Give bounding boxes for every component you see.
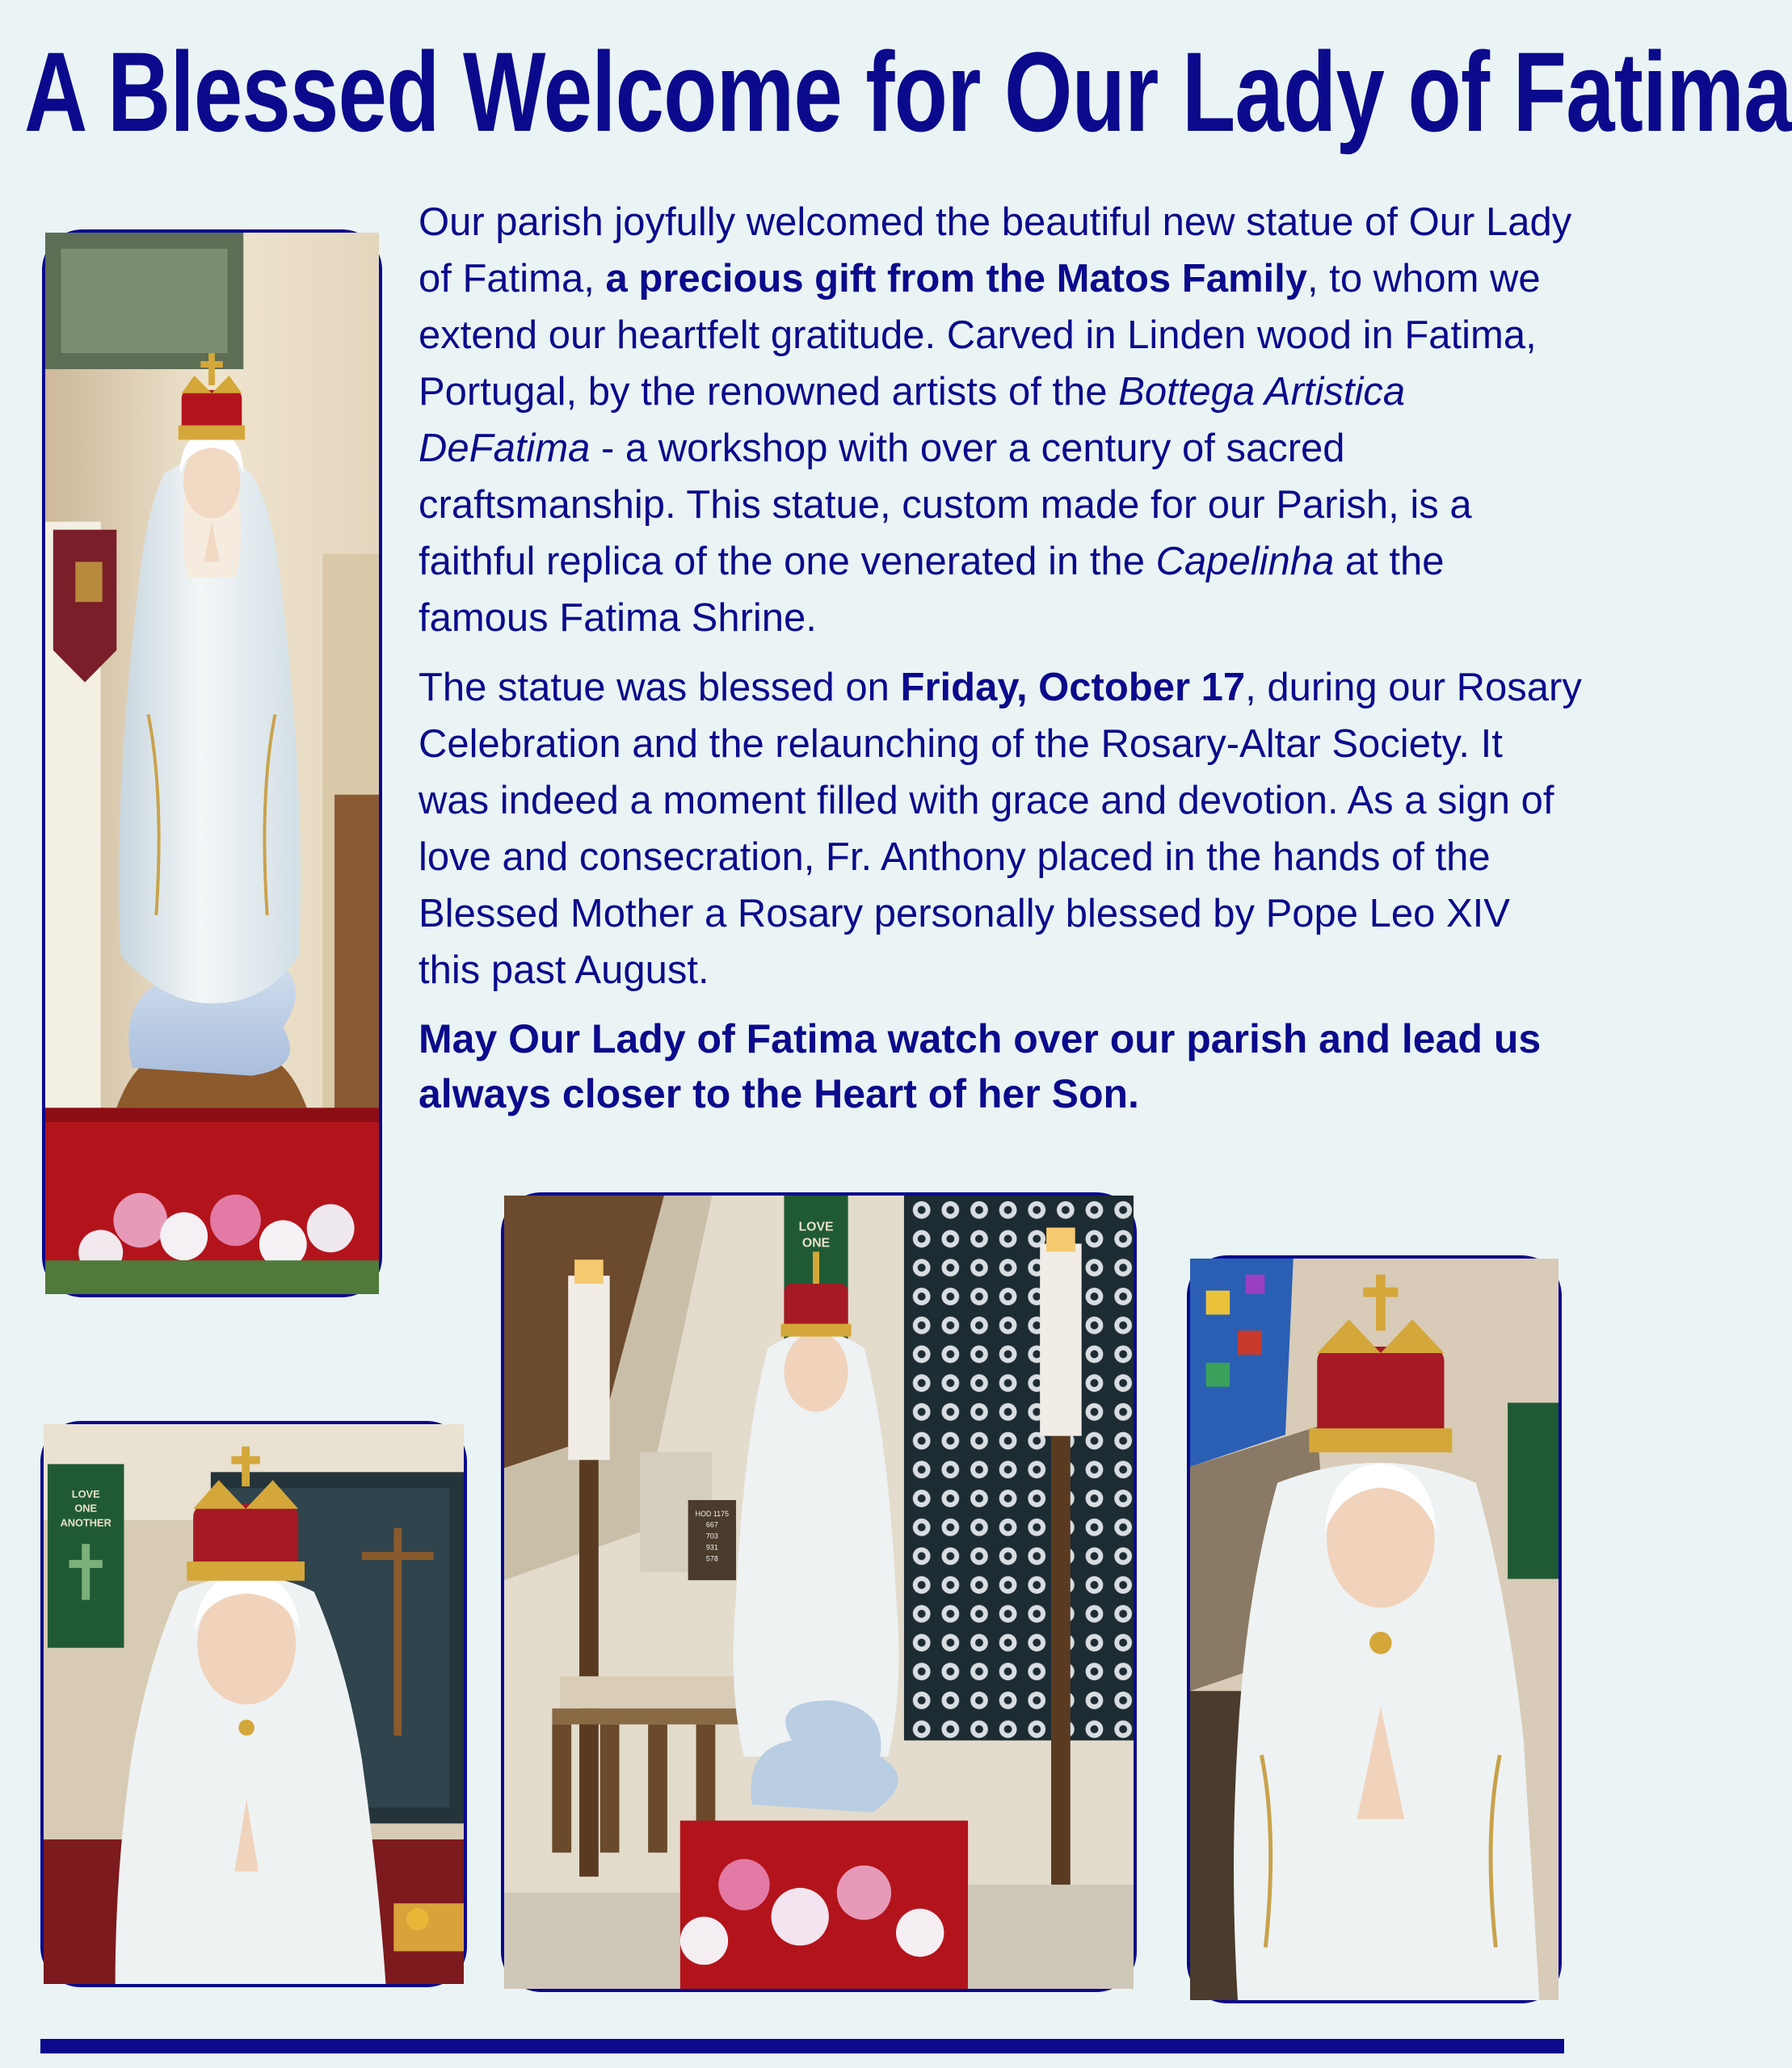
hymn-board-line-4: 931 xyxy=(705,1543,718,1552)
closing-prayer: May Our Lady of Fatima watch over our parish and lead us always closer to the Heart of her Son. xyxy=(419,1016,1542,1116)
statue-bust-photo xyxy=(40,1421,467,1987)
intro-text-1: Our parish joyfully welcomed the beautiful new statue of Our Lady of Fatima, xyxy=(419,200,1572,301)
blessing-text-1: The statue was blessed on xyxy=(419,666,901,709)
bottom-divider xyxy=(40,2039,1564,2053)
hymn-board-line-1: HOD 1175 xyxy=(695,1509,730,1518)
hymn-board-line-3: 703 xyxy=(705,1532,718,1540)
hymn-board-line-2: 667 xyxy=(705,1520,718,1529)
article-body xyxy=(419,194,1582,1134)
intro-text-4: at the famous Fatima Shrine. xyxy=(419,540,1445,640)
donor-highlight: a precious gift from the Matos Family xyxy=(605,257,1307,301)
workshop-name: Bottega Artistica DeFatima xyxy=(419,370,1406,470)
banner-word-another: ANOTHER xyxy=(60,1516,111,1529)
interior-banner-love: LOVE xyxy=(798,1220,834,1234)
statue-full-photo xyxy=(42,229,382,1297)
intro-paragraph xyxy=(419,194,1582,646)
intro-text-3: - a workshop with over a century of sacred craftsmanship. This statue, custom made for our Parish, is a faithful replica of the one venerated in the xyxy=(419,427,1472,583)
interior-banner-one: ONE xyxy=(801,1236,831,1250)
banner-word-love: LOVE xyxy=(71,1487,100,1500)
statue-closeup-photo xyxy=(1187,1255,1562,2003)
capelinha-term: Capelinha xyxy=(1155,540,1335,583)
hymn-board-line-5: 578 xyxy=(705,1554,718,1563)
intro-text-2: , to whom we extend our heartfelt gratitude. Carved in Linden wood in Fatima, Portugal, by the renowned artists of the xyxy=(419,257,1541,414)
page-title: A Blessed Welcome for Our Lady of Fatima xyxy=(24,28,1792,155)
church-interior-photo xyxy=(501,1192,1137,1992)
blessing-paragraph xyxy=(419,659,1582,998)
blessing-date: Friday, October 17 xyxy=(900,666,1246,709)
blessing-text-2: , during our Rosary Celebration and the relaunching of the Rosary-Altar Society. It was indeed a moment filled with grace and devotion. As a sign of love and consecration, Fr. Anthony placed in the hands of the Blessed Mother a Rosary personally blessed by Pope Leo XIV this past August. xyxy=(419,666,1582,992)
banner-word-one: ONE xyxy=(74,1502,98,1515)
